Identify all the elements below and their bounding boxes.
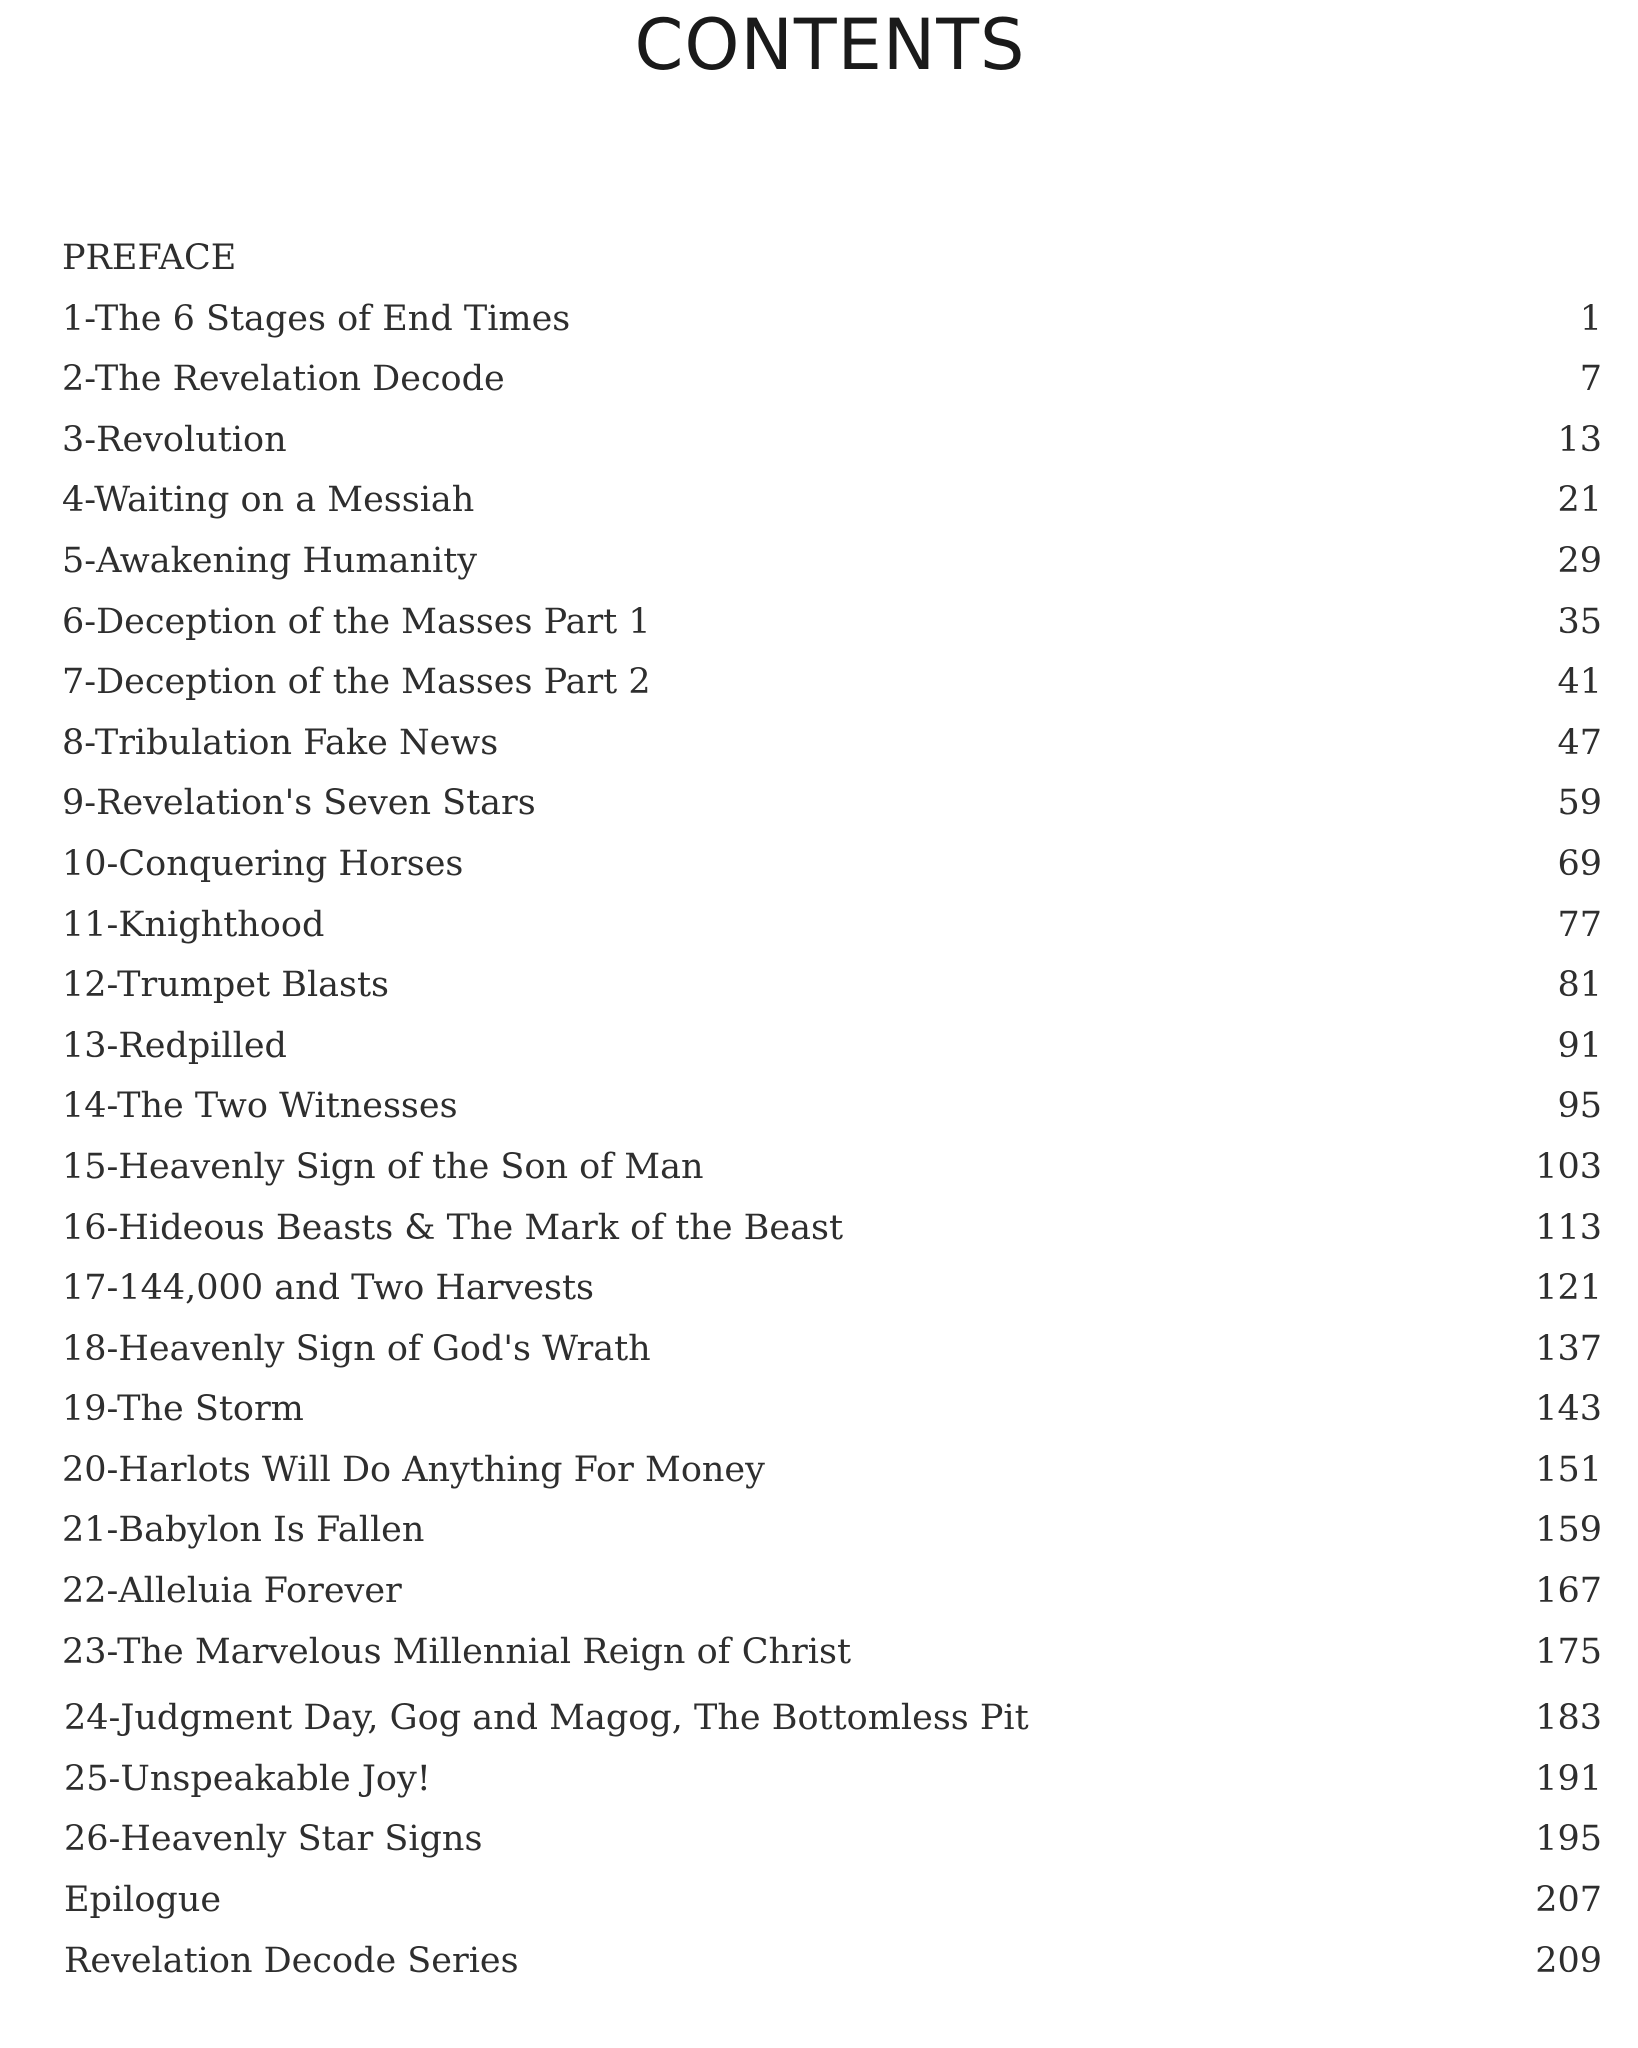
toc-entry-chapter-22	[62, 1561, 1602, 1622]
toc-entry-chapter-16	[62, 1198, 1602, 1259]
toc-entry-chapter-2	[62, 349, 1602, 410]
toc-entry-epilogue	[62, 1870, 1602, 1931]
toc-entry-preface	[62, 228, 1602, 289]
toc-entry-page: 47	[1557, 722, 1602, 763]
toc-entry-page: 207	[1535, 1880, 1602, 1921]
toc-entry-title: 6-Deception of the Masses Part 1	[62, 601, 651, 642]
toc-entry-title: 26-Heavenly Star Signs	[64, 1819, 483, 1860]
toc-entry-title: 23-The Marvelous Millennial Reign of Christ	[62, 1631, 852, 1672]
toc-entry-chapter-14	[62, 1076, 1602, 1137]
toc-entry-title: 17-144,000 and Two Harvests	[62, 1268, 595, 1309]
toc-entry-chapter-10	[62, 834, 1602, 895]
toc-entry-page: 113	[1535, 1207, 1602, 1248]
toc-entry-chapter-7	[62, 652, 1602, 713]
toc-entry-chapter-26	[62, 1809, 1602, 1870]
toc-entry-title: 1-The 6 Stages of End Times	[62, 298, 571, 339]
toc-entry-page: 183	[1535, 1698, 1602, 1739]
toc-entry-title: PREFACE	[62, 238, 237, 278]
toc-entry-chapter-4	[62, 470, 1602, 531]
toc-entry-title: 2-The Revelation Decode	[62, 359, 505, 400]
toc-entry-chapter-13	[62, 1016, 1602, 1077]
toc-entry-chapter-24	[62, 1688, 1602, 1749]
toc-entry-title: 19-The Storm	[62, 1389, 304, 1430]
toc-entry-page: 191	[1535, 1758, 1602, 1799]
toc-entry-chapter-23	[62, 1622, 1602, 1683]
toc-entry-chapter-6	[62, 592, 1602, 653]
toc-entry-page: 59	[1557, 783, 1602, 824]
toc-entry-chapter-1	[62, 289, 1602, 350]
toc-entry-title: 4-Waiting on a Messiah	[62, 480, 475, 521]
toc-entry-chapter-5	[62, 531, 1602, 592]
toc-entry-title: 11-Knighthood	[62, 904, 325, 945]
toc-entry-chapter-8	[62, 713, 1602, 774]
toc-entry-page: 143	[1535, 1389, 1602, 1430]
toc-entry-chapter-25	[62, 1749, 1602, 1810]
toc-entry-page: 29	[1557, 540, 1602, 581]
toc-entry-title: 7-Deception of the Masses Part 2	[62, 662, 651, 703]
toc-entry-title: 22-Alleluia Forever	[62, 1571, 402, 1612]
toc-entry-title: 8-Tribulation Fake News	[62, 722, 499, 763]
toc-entry-page: 7	[1579, 359, 1602, 400]
toc-entry-page: 159	[1535, 1510, 1602, 1551]
toc-entry-page: 41	[1557, 662, 1602, 703]
toc-entry-title: 12-Trumpet Blasts	[62, 965, 389, 1006]
toc-entry-title: 18-Heavenly Sign of God's Wrath	[62, 1328, 651, 1369]
toc-entry-title: 25-Unspeakable Joy!	[64, 1758, 431, 1799]
toc-entry-page: 103	[1535, 1146, 1602, 1187]
toc-entry-chapter-21	[62, 1500, 1602, 1561]
toc-entry-title: 10-Conquering Horses	[62, 843, 464, 884]
toc-entry-title: 14-The Two Witnesses	[62, 1086, 458, 1127]
page-title: CONTENTS	[634, 4, 1026, 86]
toc-entry-page: 121	[1535, 1268, 1602, 1309]
toc-entry-chapter-17	[62, 1258, 1602, 1319]
toc-entry-title: 16-Hideous Beasts & The Mark of the Beast	[62, 1207, 844, 1248]
toc-entry-title: 20-Harlots Will Do Anything For Money	[62, 1449, 765, 1490]
toc-entry-page: 69	[1557, 843, 1602, 884]
toc-entry-chapter-9	[62, 773, 1602, 834]
toc-entry-page: 21	[1557, 480, 1602, 521]
toc-entry-page: 13	[1557, 419, 1602, 460]
table-of-contents	[62, 228, 1602, 1991]
toc-entry-page: 137	[1535, 1328, 1602, 1369]
toc-entry-chapter-15	[62, 1137, 1602, 1198]
toc-entry-chapter-11	[62, 895, 1602, 956]
toc-entry-title: Revelation Decode Series	[64, 1940, 519, 1981]
toc-entry-chapter-18	[62, 1319, 1602, 1380]
toc-entry-chapter-3	[62, 410, 1602, 471]
toc-entry-title: 9-Revelation's Seven Stars	[62, 783, 536, 824]
toc-entry-page: 167	[1535, 1571, 1602, 1612]
toc-entry-title: 13-Redpilled	[62, 1025, 287, 1066]
toc-entry-page: 1	[1579, 298, 1602, 339]
toc-entry-page: 151	[1535, 1449, 1602, 1490]
toc-entry-title: 24-Judgment Day, Gog and Magog, The Bottomless Pit	[64, 1698, 1029, 1739]
toc-entry-page: 91	[1557, 1025, 1602, 1066]
toc-entry-page: 95	[1557, 1086, 1602, 1127]
toc-entry-series	[62, 1931, 1602, 1992]
toc-entry-page: 175	[1535, 1631, 1602, 1672]
toc-entry-title: Epilogue	[64, 1880, 222, 1921]
toc-entry-page: 35	[1557, 601, 1602, 642]
toc-entry-title: 21-Babylon Is Fallen	[62, 1510, 425, 1551]
toc-entry-page: 81	[1557, 965, 1602, 1006]
toc-entry-chapter-20	[62, 1440, 1602, 1501]
toc-entry-title: 3-Revolution	[62, 419, 287, 460]
toc-entry-title: 5-Awakening Humanity	[62, 540, 478, 581]
toc-entry-page: 209	[1535, 1940, 1602, 1981]
toc-entry-page: 77	[1557, 904, 1602, 945]
toc-entry-page: 195	[1535, 1819, 1602, 1860]
toc-entry-chapter-19	[62, 1379, 1602, 1440]
toc-entry-chapter-12	[62, 955, 1602, 1016]
toc-entry-title: 15-Heavenly Sign of the Son of Man	[62, 1146, 704, 1187]
